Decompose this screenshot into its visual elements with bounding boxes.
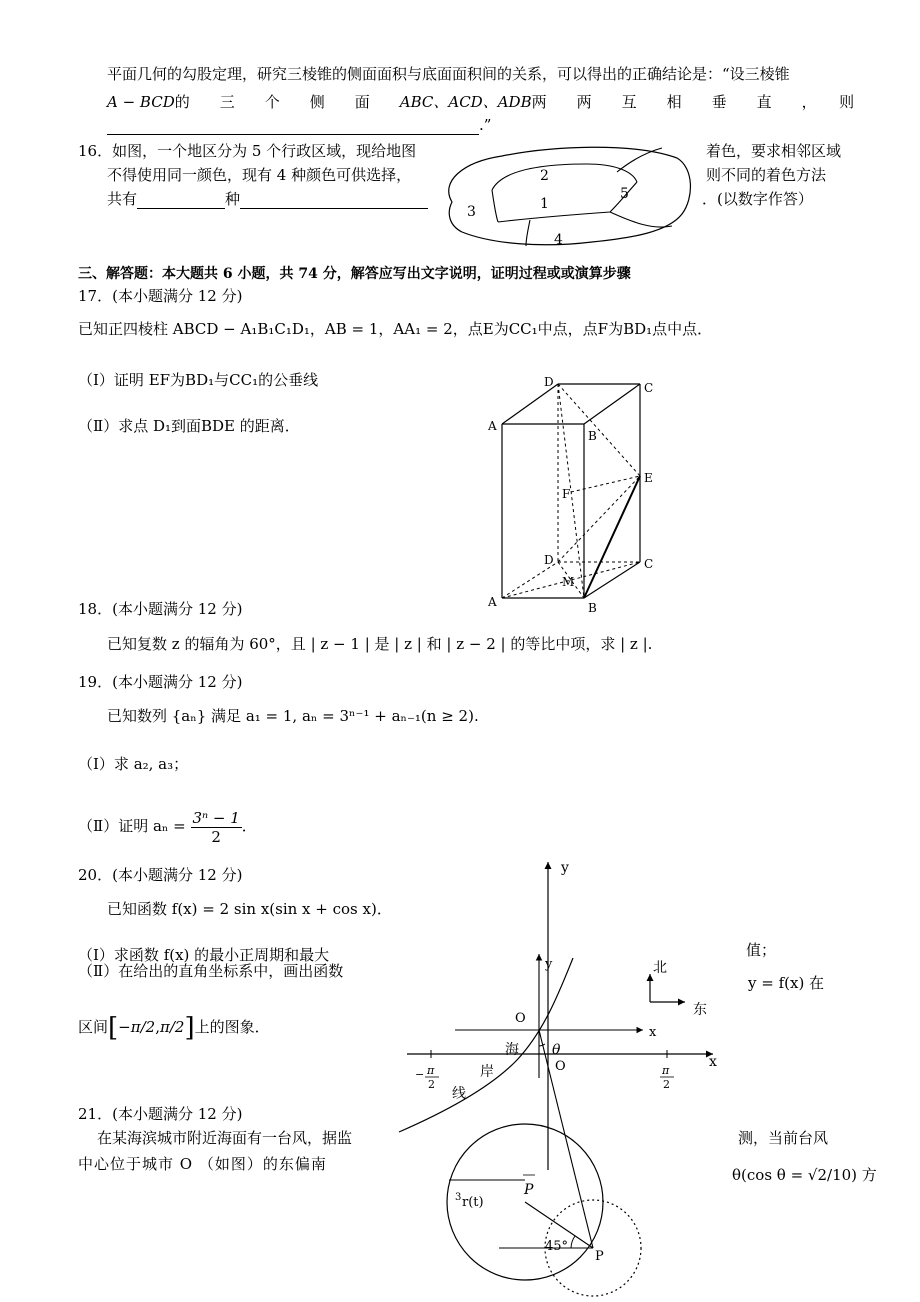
point-pbar-label: P xyxy=(524,1182,534,1198)
q20-heading: 20．(本小题满分 12 分) xyxy=(78,866,243,884)
q20-part2-tail: y = f(x) 在 xyxy=(748,974,825,992)
q15-answer-blank[interactable] xyxy=(107,118,479,135)
q19-heading: 19．(本小题满分 12 分) xyxy=(78,673,243,691)
tick-neg-pi: π xyxy=(427,1064,435,1077)
q16-right3: ．(以数字作答） xyxy=(702,190,813,208)
axis-y-label: y xyxy=(561,860,569,876)
q18-heading: 18．(本小题满分 12 分) xyxy=(78,600,243,618)
axis-x-label: x xyxy=(709,1054,717,1070)
q19-fraction xyxy=(191,809,242,846)
q15-line2 xyxy=(107,92,855,112)
q19-denominator: 2 xyxy=(211,827,221,846)
coast-label-1: 海 xyxy=(505,1042,519,1058)
tick-pos-pi: π xyxy=(662,1064,670,1077)
tick-pos-two: 2 xyxy=(663,1078,670,1091)
q21-heading: 21．(本小题满分 12 分) xyxy=(78,1105,243,1123)
q19-stem: 已知数列 {aₙ} 满足 a₁ = 1, aₙ = 3ⁿ⁻¹ + aₙ₋₁(n ≥ 2). xyxy=(107,707,479,725)
q16-number: 16． xyxy=(78,142,113,160)
label-C1: C xyxy=(644,381,654,395)
q15-end: .” xyxy=(479,116,492,134)
q20-part3: 区间[−π/2,π/2]上的图象． xyxy=(78,1013,270,1043)
section-3-heading: 三、解答题：本大题共 6 小题，共 74 分，解答应写出文字说明，证明过程或或演算步骤 xyxy=(78,266,631,282)
q21-line2: 中心位于城市 O （如图）的东偏南 xyxy=(78,1155,327,1173)
q16-line3 xyxy=(107,189,428,209)
q16-line1 xyxy=(78,141,416,161)
north-label: 北 xyxy=(653,960,667,976)
region-label-3: 3 xyxy=(467,204,476,220)
q19-part2 xyxy=(78,806,257,846)
q19-part2-label: （Ⅱ）证明 aₙ = xyxy=(78,817,186,835)
q19-numerator: 3ⁿ − 1 xyxy=(192,808,240,827)
q19-end: ． xyxy=(241,817,257,835)
q16-answer-blank[interactable] xyxy=(137,192,225,209)
east-label: 东 xyxy=(693,1002,707,1018)
label-B1: B xyxy=(588,429,597,443)
q17-heading: 17．(本小题满分 12 分) xyxy=(78,287,243,305)
label-E: E xyxy=(644,471,653,485)
region-label-1: 1 xyxy=(540,196,549,212)
q21-line1: 在某海滨城市附近海面有一台风，据监 xyxy=(97,1129,353,1147)
q16-right1: 着色，要求相邻区域 xyxy=(706,142,842,160)
q18-stem: 已知复数 z 的辐角为 60°，且 | z − 1 | 是 | z | 和 | z − 2 | 的等比中项，求 | z |. xyxy=(107,635,653,653)
label-B: B xyxy=(588,601,597,612)
q15-tetra: A − BCD xyxy=(107,93,175,111)
label-F: F xyxy=(562,487,571,501)
q20-part2: （Ⅱ）在给出的直角坐标系中，画出函数 xyxy=(78,962,344,980)
q20-interval-right: π/2 xyxy=(159,1018,185,1036)
q20-interval-label: 区间 xyxy=(78,1018,109,1036)
theta-label: θ xyxy=(552,1042,561,1058)
q15-line3 xyxy=(107,115,491,135)
label-A: A xyxy=(488,595,497,609)
q16-text1: 如图，一个地区分为 5 个行政区域，现给地图 xyxy=(112,142,417,160)
q15-tail: 两 两 互 相 垂 直 ， 则 xyxy=(531,93,855,111)
q16-blank2[interactable] xyxy=(240,192,428,209)
q21-origin-label: O xyxy=(515,1011,526,1026)
origin-label: O xyxy=(555,1059,566,1074)
angle-45-label: 45° xyxy=(545,1239,569,1254)
q21-axis-y-label: y xyxy=(545,957,553,972)
coast-label-2: 岸 xyxy=(480,1064,494,1080)
tick-neg-two: 2 xyxy=(428,1078,435,1091)
label-D: D xyxy=(544,553,554,567)
q20-interval-left: −π/2 xyxy=(118,1018,156,1036)
region-map-figure xyxy=(432,142,694,248)
q20-bracket-right: ] xyxy=(184,1013,195,1043)
label-C: C xyxy=(644,557,654,571)
prism-figure xyxy=(480,372,660,612)
tick-neg-sign: − xyxy=(415,1068,425,1081)
q17-part1: （Ⅰ）证明 EF为BD₁与CC₁的公垂线 xyxy=(78,371,319,389)
label-M: M xyxy=(562,575,575,589)
region-label-5: 5 xyxy=(620,186,629,202)
q21-line2-tail: θ(cos θ = √2/10) 方 xyxy=(732,1166,877,1184)
q17-part2: （Ⅱ）求点 D₁到面BDE 的距离． xyxy=(78,417,300,435)
q17-stem: 已知正四棱柱 ABCD − A₁B₁C₁D₁，AB = 1，AA₁ = 2，点E为CC₁中点，点F为BD₁点中点． xyxy=(78,320,713,338)
q20-stem: 已知函数 f(x) = 2 sin x(sin x + cos x)． xyxy=(107,900,392,918)
q16-right2: 则不同的着色方法 xyxy=(706,166,827,184)
radius-label: r(t) xyxy=(462,1195,484,1210)
q15-mid: 的 三 个 侧 面 xyxy=(174,93,400,111)
q21-axis-x-label: x xyxy=(649,1025,657,1040)
q21-line1-tail: 测，当前台风 xyxy=(738,1129,829,1147)
q15-line1: 平面几何的勾股定理，研究三棱锥的侧面面积与底面面积间的关系，可以得出的正确结论是：“设三棱锥 xyxy=(107,65,790,83)
q16-total-label: 共有 xyxy=(107,190,138,208)
region-label-4: 4 xyxy=(554,232,563,248)
q15-faces: ABC、ACD、ADB xyxy=(399,93,532,111)
point-p-label: P xyxy=(595,1249,604,1264)
region-label-2: 2 xyxy=(540,168,549,184)
coordinate-typhoon-figure xyxy=(395,850,730,1300)
q20-bracket-left: [ xyxy=(108,1013,119,1043)
label-D1: D xyxy=(544,375,554,389)
q16-kind: 种 xyxy=(225,190,241,208)
radius-coef: 3 xyxy=(455,1192,462,1203)
label-A1: A xyxy=(488,419,497,433)
q20-part1: （Ⅰ）求函数 f(x) 的最小正周期和最大 xyxy=(78,946,330,964)
q20-part1-tail: 值； xyxy=(746,941,777,959)
q16-line2: 不得使用同一颜色，现有 4 种颜色可供选择， xyxy=(107,166,412,184)
coast-label-3: 线 xyxy=(452,1086,466,1102)
q19-part1: （Ⅰ）求 a₂, a₃； xyxy=(78,755,189,773)
q20-graph-text: 上的图象． xyxy=(194,1018,270,1036)
